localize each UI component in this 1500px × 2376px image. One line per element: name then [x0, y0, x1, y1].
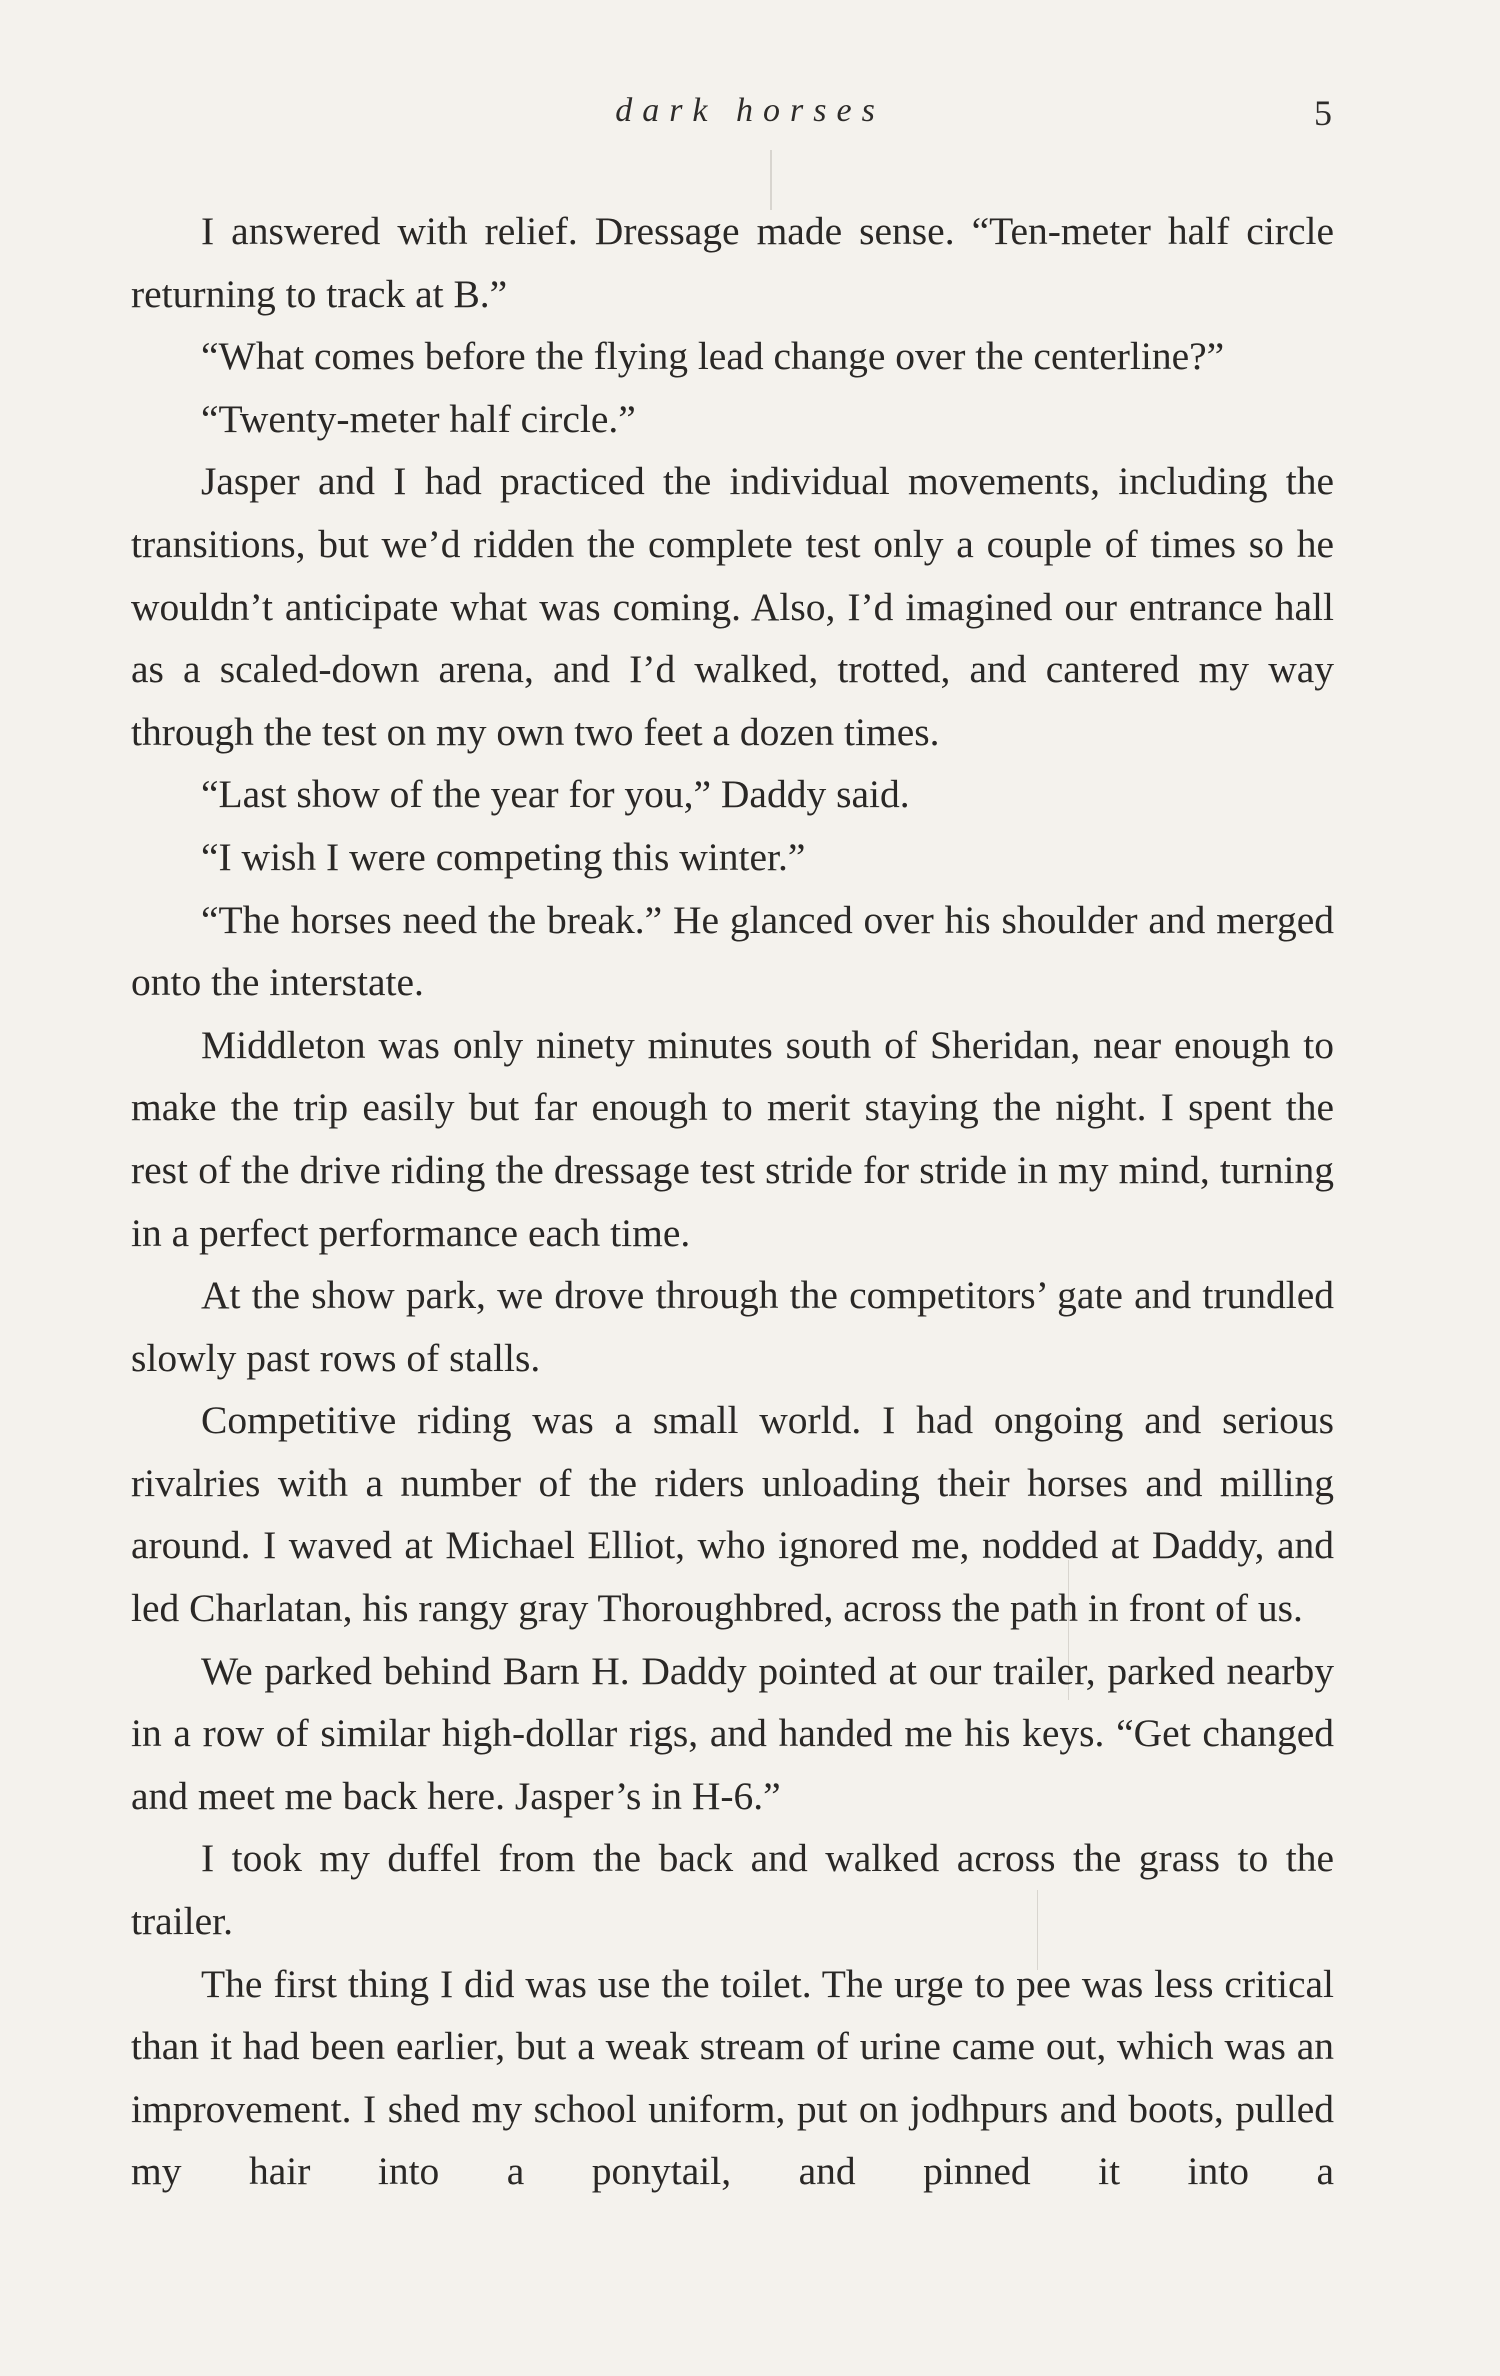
paragraph: “Twenty-meter half circle.” — [201, 396, 636, 441]
paragraph: “The horses need the break.” He glanced over his shoulder and merged onto the interstate. — [131, 897, 1334, 1005]
paragraph: At the show park, we drove through the competitors’ gate and trundled slowly past rows of stalls. — [131, 1273, 1334, 1380]
paragraph: Middleton was only ninety minutes south of Sheridan, near enough to make the trip easily but far enough to merit staying the night. I spent the rest of the drive riding the dressage test stride for stride in my mind, turning in a perfect performance each time. — [131, 1022, 1334, 1255]
running-head — [0, 92, 1500, 142]
paragraph: I took my duffel from the back and walked across the grass to the trailer. — [131, 1836, 1334, 1944]
running-title: dark horses — [615, 92, 885, 129]
paragraph: I answered with relief. Dressage made sense. “Ten-meter half circle returning to track at B.” — [131, 209, 1334, 316]
paragraph: Competitive riding was a small world. I had ongoing and serious rivalries with a number of the riders unloading their horses and milling around. I waved at Michael Elliot, who ignored me, nodded at Daddy, and led Charlatan, his rangy gray Thoroughbred, across the path in front of us. — [131, 1398, 1334, 1631]
body-text — [131, 200, 1334, 2203]
paragraph: The first thing I did was use the toilet. The urge to pee was less critical than it had been earlier, but a weak stream of urine came out, which was an improvement. I shed my school uniform, put on jodhpurs and boots, pulled my hair into a ponytail, and pinned it into a — [131, 1961, 1334, 2194]
paragraph: We parked behind Barn H. Daddy pointed at our trailer, parked nearby in a row of similar high-dollar rigs, and handed me his keys. “Get changed and meet me back here. Jasper’s in H-6.” — [131, 1648, 1334, 1818]
paragraph: “What comes before the flying lead change over the centerline?” — [201, 334, 1225, 379]
page-number: 5 — [1314, 93, 1332, 133]
paragraph: “Last show of the year for you,” Daddy said. — [201, 772, 910, 817]
paragraph: “I wish I were competing this winter.” — [201, 834, 806, 879]
paragraph: Jasper and I had practiced the individual movements, including the transitions, but we’d ridden the complete test only a couple of times so he wouldn’t anticipate what was coming. Also, I’d imagined our entrance hall as a scaled-down arena, and I’d walked, trotted, and cantered my way through the test on my own two feet a dozen times. — [131, 459, 1334, 754]
